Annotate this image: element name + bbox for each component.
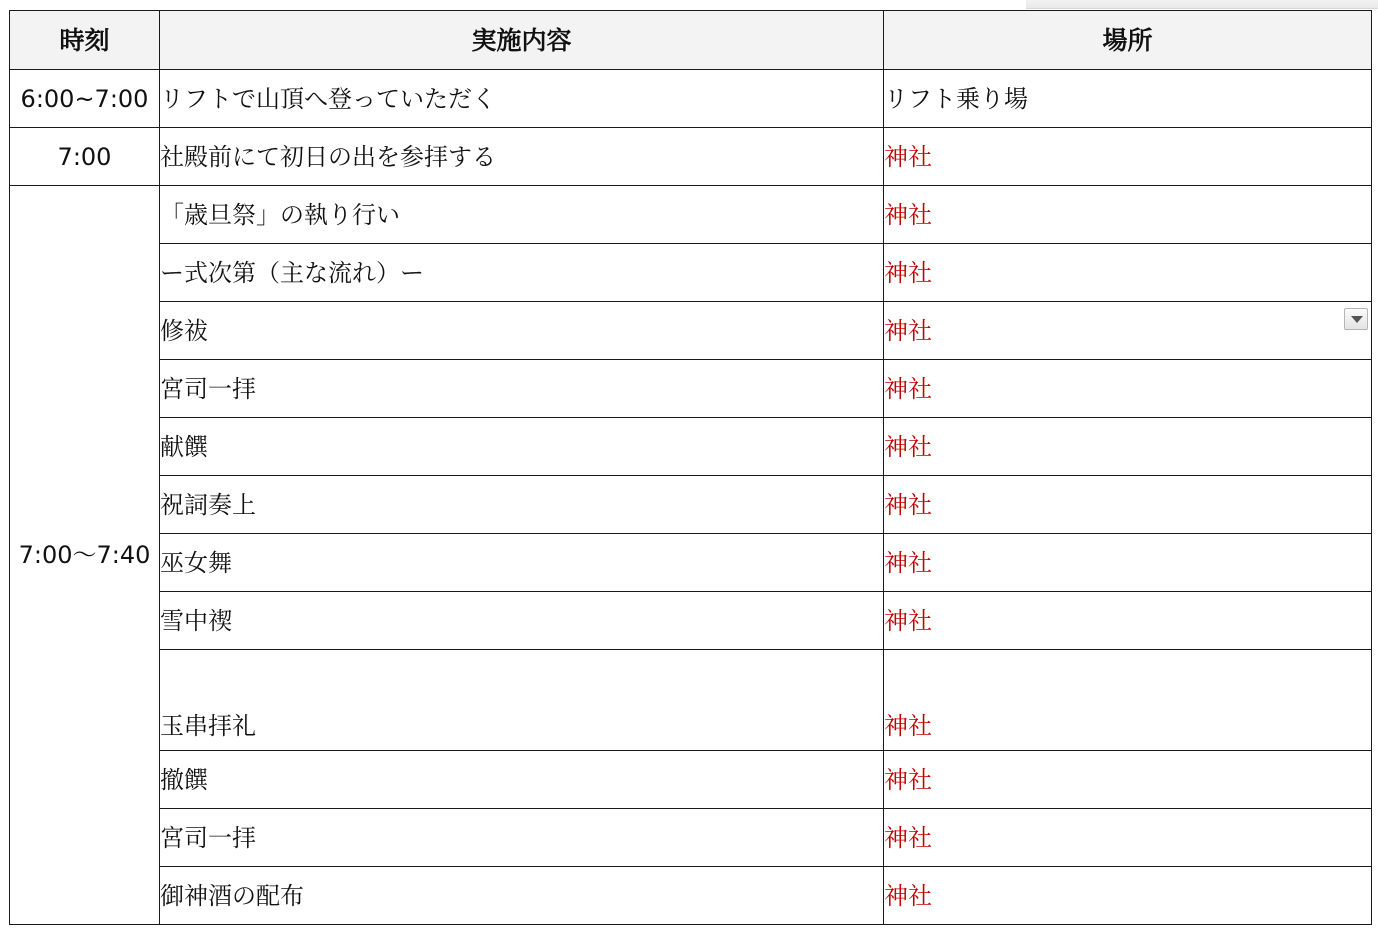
- content-cell: 宮司一拝: [160, 360, 884, 418]
- table-row: [10, 186, 1372, 244]
- place-cell: 神社: [884, 809, 1372, 867]
- table-body: [10, 70, 1372, 925]
- table-row: [10, 244, 1372, 302]
- table-row: [10, 128, 1372, 186]
- content-cell: 修祓: [160, 302, 884, 360]
- table-row: [10, 360, 1372, 418]
- schedule-table: [9, 10, 1372, 925]
- table-row: [10, 302, 1372, 360]
- content-cell: リフトで山頂へ登っていただく: [160, 70, 884, 128]
- place-cell: 神社: [884, 650, 1372, 751]
- header-time: 時刻: [10, 11, 160, 70]
- top-bar: [1026, 0, 1378, 9]
- table-row: [10, 867, 1372, 925]
- place-cell: 神社: [884, 418, 1372, 476]
- place-cell: 神社: [884, 244, 1372, 302]
- place-cell: 神社: [884, 534, 1372, 592]
- table-row: [10, 70, 1372, 128]
- table-row: [10, 650, 1372, 751]
- content-cell: 巫女舞: [160, 534, 884, 592]
- content-cell: 玉串拝礼: [160, 650, 884, 751]
- time-cell: 7:00: [10, 128, 160, 186]
- place-cell: 神社: [884, 751, 1372, 809]
- content-cell: ー式次第（主な流れ）ー: [160, 244, 884, 302]
- place-cell: [884, 302, 1372, 360]
- content-cell: 献饌: [160, 418, 884, 476]
- table-row: [10, 476, 1372, 534]
- content-cell: 雪中禊: [160, 592, 884, 650]
- header-row: [10, 11, 1372, 70]
- table-header: [10, 11, 1372, 70]
- content-cell: 宮司一拝: [160, 809, 884, 867]
- table-row: [10, 751, 1372, 809]
- table-row: [10, 809, 1372, 867]
- content-cell: 祝詞奏上: [160, 476, 884, 534]
- table-row: [10, 592, 1372, 650]
- table-row: [10, 534, 1372, 592]
- place-cell: 神社: [884, 128, 1372, 186]
- time-cell: 6:00~7:00: [10, 70, 160, 128]
- place-cell: 神社: [884, 592, 1372, 650]
- place-cell: 神社: [884, 476, 1372, 534]
- table-row: [10, 418, 1372, 476]
- place-cell: 神社: [884, 867, 1372, 925]
- place-cell: 神社: [884, 186, 1372, 244]
- content-cell: 御神酒の配布: [160, 867, 884, 925]
- time-cell: 7:00〜7:40: [10, 186, 160, 925]
- header-place: 場所: [884, 11, 1372, 70]
- content-cell: 「歳旦祭」の執り行い: [160, 186, 884, 244]
- content-cell: 社殿前にて初日の出を参拝する: [160, 128, 884, 186]
- header-content: 実施内容: [160, 11, 884, 70]
- place-cell: 神社: [884, 360, 1372, 418]
- content-cell: 撤饌: [160, 751, 884, 809]
- place-label: 神社: [884, 316, 932, 345]
- chevron-down-icon[interactable]: [1344, 308, 1368, 330]
- place-cell: リフト乗り場: [884, 70, 1372, 128]
